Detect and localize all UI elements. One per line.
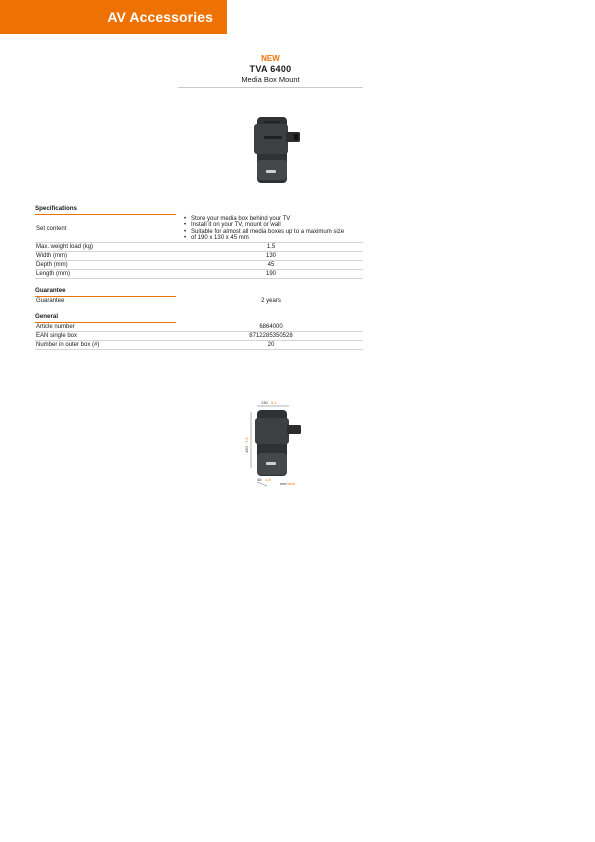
units-label-mm: mm	[280, 482, 287, 486]
general-value: 8712285350528	[249, 333, 293, 339]
mount-slot	[264, 136, 282, 139]
set-content-item: • Store your media box behind your TV	[183, 216, 363, 222]
general-row	[35, 341, 363, 350]
general-label: EAN single box	[36, 333, 78, 339]
spec-value: 1.5	[266, 244, 276, 250]
spec-value: 45	[267, 262, 275, 268]
set-content-item: • Suitable for almost all media boxes up to a maximum size	[183, 229, 363, 235]
header-divider	[178, 87, 363, 88]
guarantee-section	[35, 287, 363, 305]
units-label-inch: inch	[288, 482, 295, 486]
spec-label: Length (mm)	[36, 271, 71, 277]
specifications-section	[35, 205, 363, 279]
general-value: 6864000	[259, 324, 283, 330]
general-row	[35, 323, 363, 332]
width-label-inch: 5.1	[271, 400, 277, 405]
drawing-clip	[287, 425, 301, 434]
category-banner	[0, 0, 227, 34]
spec-label: Depth (mm)	[36, 262, 68, 268]
drawing-logo	[266, 462, 276, 465]
guarantee-label: Guarantee	[36, 298, 65, 304]
spec-label: Max. weight load (kg)	[36, 244, 94, 250]
media-box-mount-image	[246, 114, 308, 186]
mount-clip-slot	[294, 134, 298, 140]
depth-label: 45	[257, 477, 262, 482]
general-row	[35, 332, 363, 341]
dimension-drawing	[241, 398, 305, 488]
depth-dimension-line	[257, 482, 267, 486]
specifications-title: Specifications	[35, 205, 176, 215]
general-value: 20	[267, 342, 275, 348]
spec-sheet	[35, 205, 363, 358]
new-badge: NEW	[261, 54, 280, 63]
set-content-label: Set content	[36, 225, 67, 232]
spec-value: 190	[265, 271, 276, 277]
height-label: 190	[244, 446, 249, 453]
depth-label-inch: 1.8	[265, 477, 271, 482]
category-title: AV Accessories	[107, 9, 213, 25]
spec-label: Width (mm)	[36, 253, 67, 259]
guarantee-title: Guarantee	[35, 287, 176, 297]
general-label: Article number	[36, 324, 75, 330]
mount-top-slot	[264, 121, 280, 123]
drawing-bracket	[255, 418, 289, 444]
height-label-inch: 7.5	[244, 437, 249, 443]
product-subtitle: Media Box Mount	[241, 75, 300, 84]
units-label-sep: /	[286, 482, 288, 486]
spec-row	[35, 243, 363, 252]
product-model: TVA 6400	[249, 64, 292, 74]
spec-row	[35, 252, 363, 261]
width-label: 130	[261, 400, 268, 405]
spec-value: 130	[265, 253, 276, 259]
general-label: Number in outer box (#)	[36, 342, 100, 348]
spec-row	[35, 270, 363, 279]
product-header	[178, 54, 363, 88]
guarantee-value: 2 years	[261, 298, 281, 304]
general-section	[35, 313, 363, 350]
set-content-value	[179, 216, 363, 241]
general-title: General	[35, 313, 176, 323]
guarantee-row	[35, 297, 363, 305]
mount-logo	[266, 170, 276, 173]
set-content-list	[183, 216, 363, 241]
spec-row	[35, 261, 363, 270]
set-content-item: • Install it on your TV, mount or wall	[183, 222, 363, 228]
set-content-item-continued: • of 190 x 130 x 45 mm	[183, 235, 363, 241]
spec-row-set-content	[35, 215, 363, 243]
